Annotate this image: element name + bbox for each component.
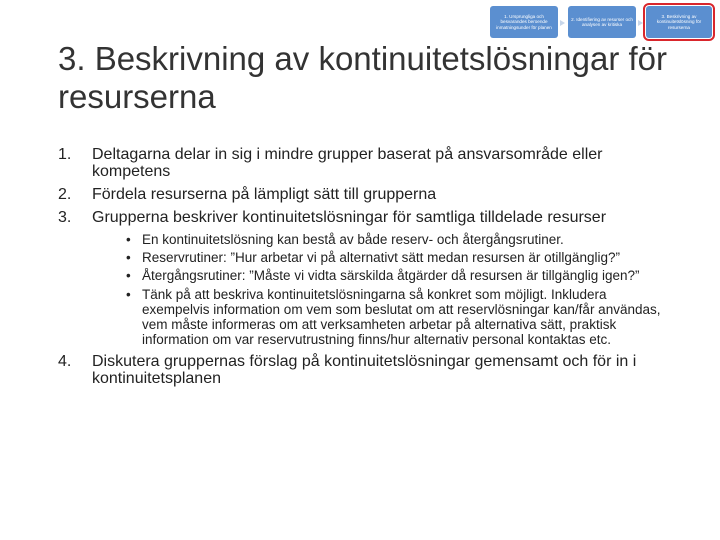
list-item-4: [58, 353, 668, 387]
sub-bullet-text: Reservrutiner: ”Hur arbetar vi på alternativt sätt medan resursen är otillgänglig?”: [142, 250, 620, 266]
sub-bullet-text: En kontinuitetslösning kan bestå av både reserv- och återgångsrutiner.: [142, 232, 564, 247]
item-text: Fördela resurserna på lämpligt sätt till grupperna: [92, 186, 437, 203]
list-item-1: [58, 146, 668, 180]
sub-bullet: [126, 268, 668, 283]
item-number: 2.: [58, 186, 72, 203]
sub-bullet: [126, 232, 668, 247]
bullet-icon: •: [126, 268, 131, 284]
process-step-1: [490, 6, 558, 38]
slide-content: [58, 146, 668, 393]
process-step-3-active: [646, 6, 712, 38]
item-number: 3.: [58, 209, 72, 226]
sub-bullet-text: Tänk på att beskriva kontinuitetslösningarna så konkret som möjligt. Inkludera exempelvis information om vem som beslutat om att reservlösningar kan/får användas, vem måste informeras om att verksamheten arbetar på alternativa sätt, praktisk information om var reservutrustning finns/hur alternativ personal kontaktas etc.: [142, 286, 661, 348]
sub-bullet-list: [126, 232, 668, 347]
process-flow: [488, 6, 716, 40]
item-text: Diskutera gruppernas förslag på kontinuitetslösningar gemensamt och för in i kontinuitetsplanen: [92, 353, 637, 388]
arrow-right-icon: [638, 20, 643, 26]
item-number: 4.: [58, 353, 72, 371]
bullet-icon: •: [126, 286, 131, 302]
arrow-right-icon: [560, 20, 565, 26]
process-step-2: [568, 6, 636, 38]
item-text: Deltagarna delar in sig i mindre grupper baserat på ansvarsområde eller kompetens: [92, 146, 603, 180]
list-item-3: [58, 209, 668, 347]
item-number: 1.: [58, 146, 72, 163]
sub-bullet-text: Återgångsrutiner: ”Måste vi vidta särskilda åtgärder då resursen är tillgänglig igen?”: [142, 268, 640, 284]
process-step-3-label: 3. Beskrivning av kontinuitetslösning för resurserna: [656, 14, 702, 30]
sub-bullet: [126, 287, 668, 348]
sub-bullet: [126, 250, 668, 265]
bullet-icon: •: [126, 232, 131, 247]
list-item-2: [58, 186, 668, 203]
slide-title: 3. Beskrivning av kontinuitetslösningar för resurserna: [58, 40, 667, 115]
item-text: Grupperna beskriver kontinuitetslösningar för samtliga tilldelade resurser: [92, 209, 607, 226]
process-step-1-label: 1. Ursprungliga och besvarandes beroende inmatningsunder för planen: [496, 14, 552, 30]
bullet-icon: •: [126, 250, 131, 266]
process-step-2-label: 2. Identifiering av resurser och analysen av kritiska: [571, 16, 633, 27]
